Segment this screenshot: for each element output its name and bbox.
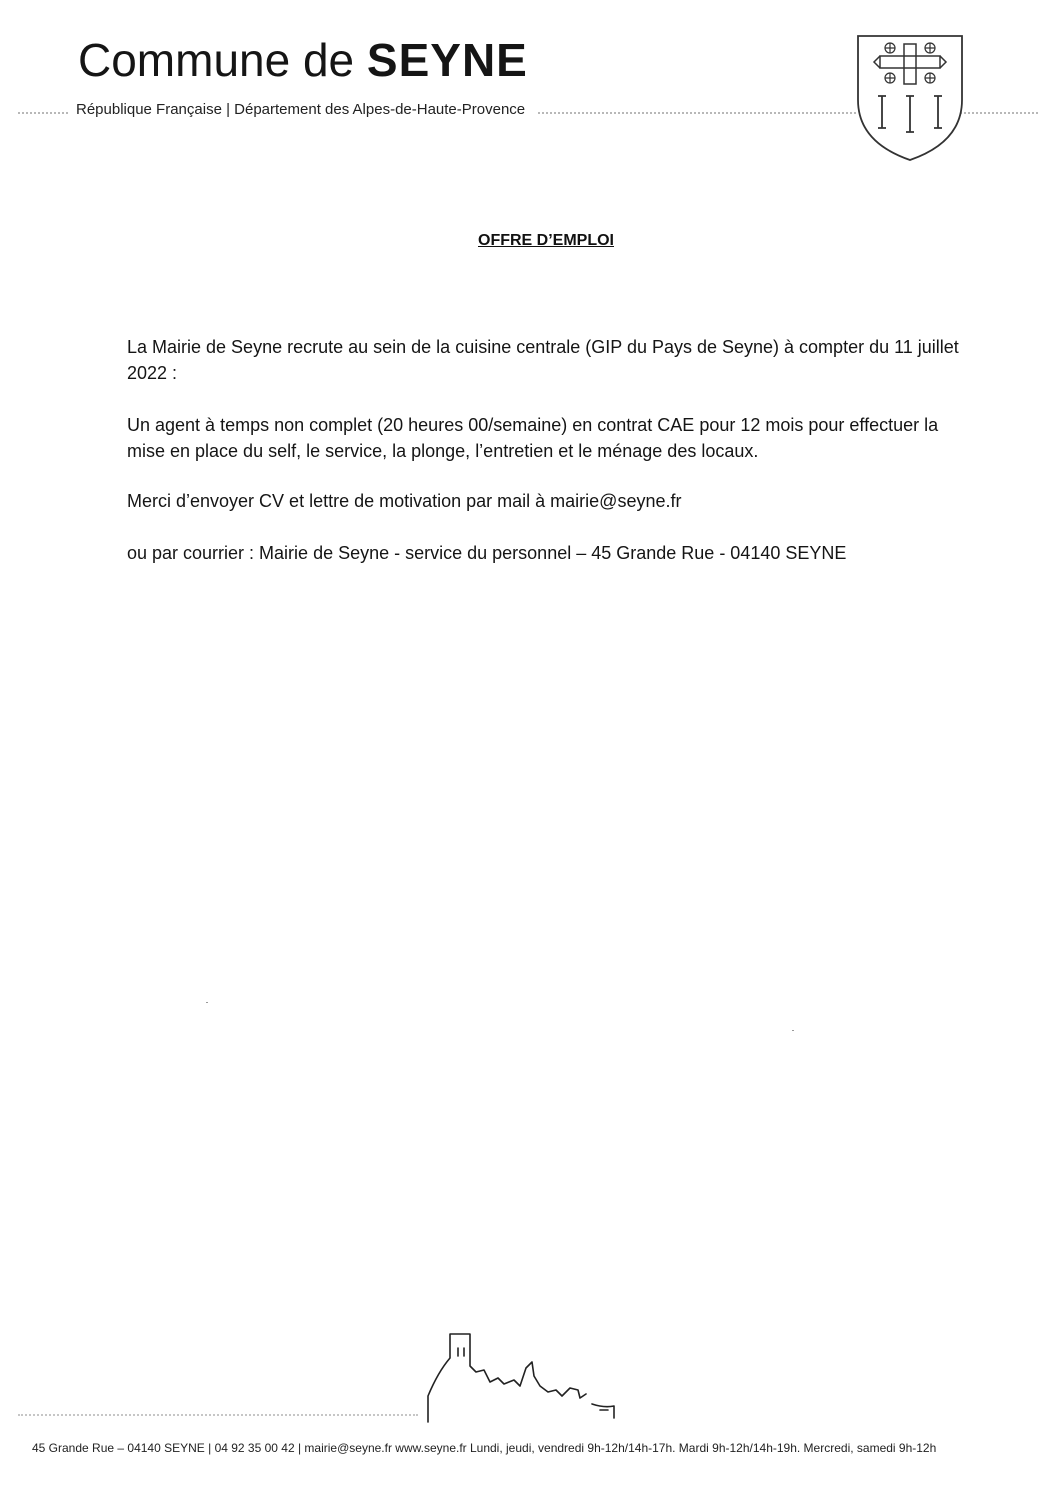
- page-subtitle: République Française | Département des Alpes-de-Haute-Provence: [76, 101, 526, 118]
- divider-dots-middle: [538, 112, 856, 115]
- coat-of-arms-icon: [854, 32, 966, 162]
- title-commune-name: SEYNE: [366, 34, 528, 86]
- scan-speck: [792, 1030, 794, 1031]
- divider-dots-right: [960, 112, 1038, 115]
- footer-divider: [18, 1414, 418, 1416]
- page-title: [78, 30, 528, 90]
- footer-contact-line: 45 Grande Rue – 04140 SEYNE | 04 92 35 00 42 | mairie@seyne.fr www.seyne.fr Lundi, jeudi, vendredi 9h-12h/14h-17h. Mardi 9h-12h/14h-19h. Mercredi, samedi 9h-12h: [32, 1441, 937, 1455]
- paragraph-apply-by-mail: ou par courrier : Mairie de Seyne - service du personnel – 45 Grande Rue - 04140 SEYNE: [127, 543, 847, 563]
- document-heading: OFFRE D’EMPLOI: [478, 232, 614, 249]
- scan-speck: [206, 1002, 208, 1003]
- paragraph-apply-by-email: Merci d’envoyer CV et lettre de motivation par mail à mairie@seyne.fr: [127, 491, 682, 511]
- castle-skyline-icon: [414, 1332, 624, 1424]
- title-prefix: Commune de: [78, 34, 367, 86]
- paragraph-job-description: Un agent à temps non complet (20 heures 00/semaine) en contrat CAE pour 12 mois pour effectuer la mise en place du self, le service, la plonge, l’entretien et le ménage des locaux.: [127, 415, 939, 461]
- divider-dots-left: [18, 112, 68, 115]
- paragraph-intro: La Mairie de Seyne recrute au sein de la cuisine centrale (GIP du Pays de Seyne) à compter du 11 juillet 2022 :: [127, 337, 959, 383]
